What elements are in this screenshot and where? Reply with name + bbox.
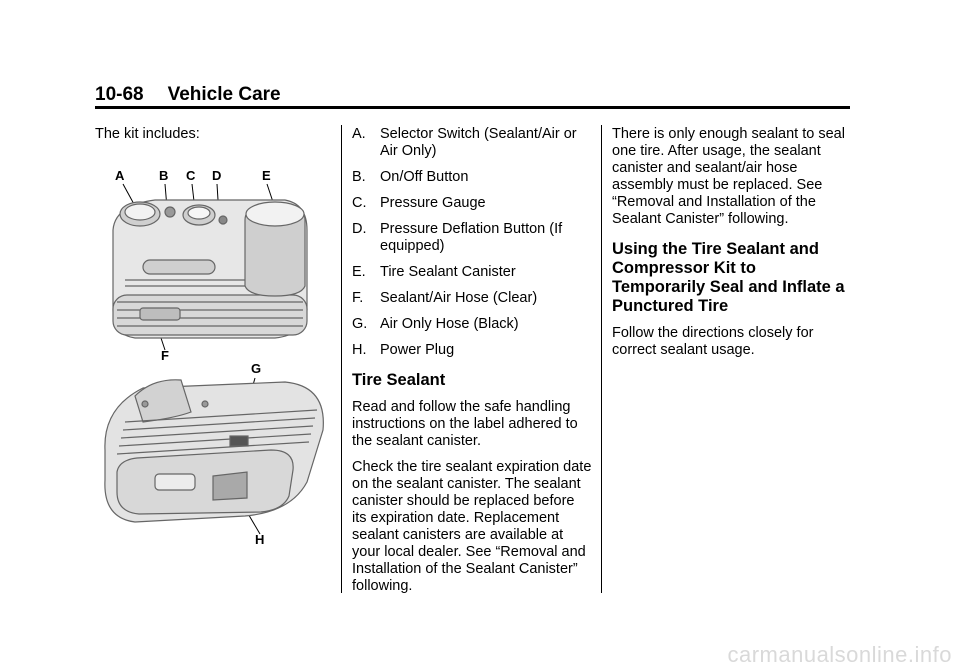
list-item: F. Sealant/Air Hose (Clear) xyxy=(352,290,538,306)
tire-sealant-heading: Tire Sealant xyxy=(352,371,446,389)
sealant-usage-para: There is only enough sealant to seal one tire. After usage, the sealant canister and sealant/air hose assembly must be replaced. See “Removal and Installation of the Sealant Canister” following. xyxy=(612,126,845,227)
list-item: D. Pressure Deflation Button (If equipped) xyxy=(352,221,563,254)
column-3 xyxy=(612,126,852,368)
directions-para: Follow the directions closely for correct sealant usage. xyxy=(612,325,814,358)
tire-sealant-para-2: Check the tire sealant expiration date on the sealant canister. The sealant canister should be replaced before its expiration date. Replacement sealant canisters are available at your local dealer. See “Removal and Installation of the Sealant Canister” following. xyxy=(352,459,592,594)
page-number: 10-68 xyxy=(95,84,144,105)
column-1 xyxy=(95,126,330,152)
tire-sealant-para-1: Read and follow the safe handling instructions on the label adhered to the sealant canister. xyxy=(352,399,578,449)
page-header xyxy=(95,84,281,106)
kit-intro: The kit includes: xyxy=(95,126,200,142)
list-item: H. Power Plug xyxy=(352,342,455,358)
compressor-kit-illustration xyxy=(95,160,335,550)
section-title: Vehicle Care xyxy=(167,84,281,105)
column-2 xyxy=(352,126,592,604)
callout-d: D xyxy=(212,168,222,183)
callout-c: C xyxy=(186,168,196,183)
callout-a: A xyxy=(115,168,125,183)
callout-h: H xyxy=(255,532,265,547)
using-kit-heading: Using the Tire Sealant and Compressor Kit to Temporarily Seal and Inflate a Punctured Tire xyxy=(612,240,845,315)
column-divider-2 xyxy=(601,125,602,593)
list-item: B. On/Off Button xyxy=(352,169,469,185)
callout-b: B xyxy=(159,168,169,183)
callout-e: E xyxy=(262,168,271,183)
watermark: carmanualsonline.info xyxy=(727,642,952,667)
kit-components-list xyxy=(352,126,592,359)
callout-f: F xyxy=(161,348,169,363)
column-divider-1 xyxy=(341,125,342,593)
header-rule xyxy=(95,106,850,109)
list-item: A. Selector Switch (Sealant/Air or Air Only) xyxy=(352,126,577,159)
list-item: C. Pressure Gauge xyxy=(352,195,486,211)
callout-g: G xyxy=(251,361,262,376)
list-item: G. Air Only Hose (Black) xyxy=(352,316,519,332)
list-item: E. Tire Sealant Canister xyxy=(352,264,516,280)
